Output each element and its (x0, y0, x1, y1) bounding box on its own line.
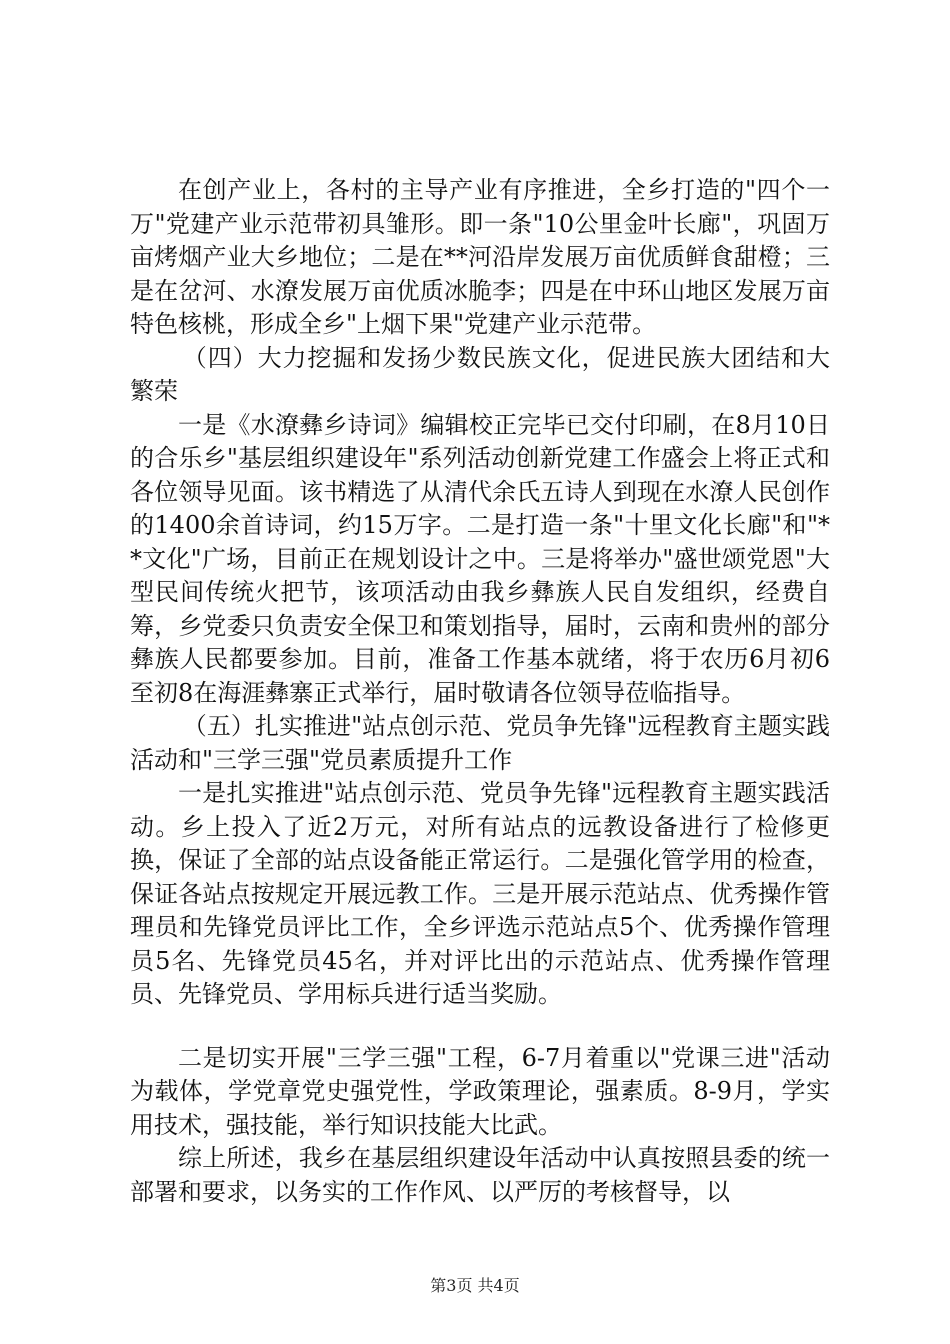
paragraph-culture: 一是《水潦彝乡诗词》编辑校正完毕已交付印刷，在8月10日的合乐乡"基层组织建设年"系列活动创新党建工作盛会上将正式和各位领导见面。该书精选了从清代余氏五诗人到现在水潦人民创作的1400余首诗词，约15万字。二是打造一条"十里文化长廊"和"**文化"广场，目前正在规划设计之中。三是将举办"盛世颂党恩"大型民间传统火把节，该项活动由我乡彝族人民自发组织，经费自筹，乡党委只负责安全保卫和策划指导，届时，云南和贵州的部分彝族人民都要参加。目前，准备工作基本就绪，将于农历6月初6至初8在海涯彝寨正式举行，届时敬请各位领导莅临指导。 (130, 410, 830, 707)
section-heading-five: （五）扎实推进"站点创示范、党员争先锋"远程教育主题实践活动和"三学三强"党员素质提升工作 (130, 712, 830, 774)
paragraph-three-learn: 二是切实开展"三学三强"工程，6-7月着重以"党课三进"活动为载体，学党章党史强党性，学政策理论，强素质。8-9月，学实用技术，强技能，举行知识技能大比武。 (130, 1043, 830, 1139)
page-number: 第3页 共4页 (430, 1276, 520, 1295)
paragraph-summary: 综上所述，我乡在基层组织建设年活动中认真按照县委的统一部署和要求，以务实的工作作风、以严厉的考核督导，以 (130, 1144, 830, 1206)
section-heading-four: （四）大力挖掘和发扬少数民族文化，促进民族大团结和大繁荣 (130, 343, 830, 405)
document-body (130, 174, 830, 1209)
paragraph-industry: 在创产业上，各村的主导产业有序推进，全乡打造的"四个一万"党建产业示范带初具雏形。即一条"10公里金叶长廊"，巩固万亩烤烟产业大乡地位；二是在**河沿岸发展万亩优质鲜食甜橙；三是在岔河、水潦发展万亩优质冰脆李；四是在中环山地区发展万亩特色核桃，形成全乡"上烟下果"党建产业示范带。 (130, 176, 830, 338)
paragraph-remote-education: 一是扎实推进"站点创示范、党员争先锋"远程教育主题实践活动。乡上投入了近2万元，对所有站点的远教设备进行了检修更换，保证了全部的站点设备能正常运行。二是强化管学用的检查，保证各站点按规定开展远教工作。三是开展示范站点、优秀操作管理员和先锋党员评比工作，全乡评选示范站点5个、优秀操作管理员5名、先锋党员45名，并对评比出的示范站点、优秀操作管理员、先锋党员、学用标兵进行适当奖励。 (130, 779, 830, 1008)
